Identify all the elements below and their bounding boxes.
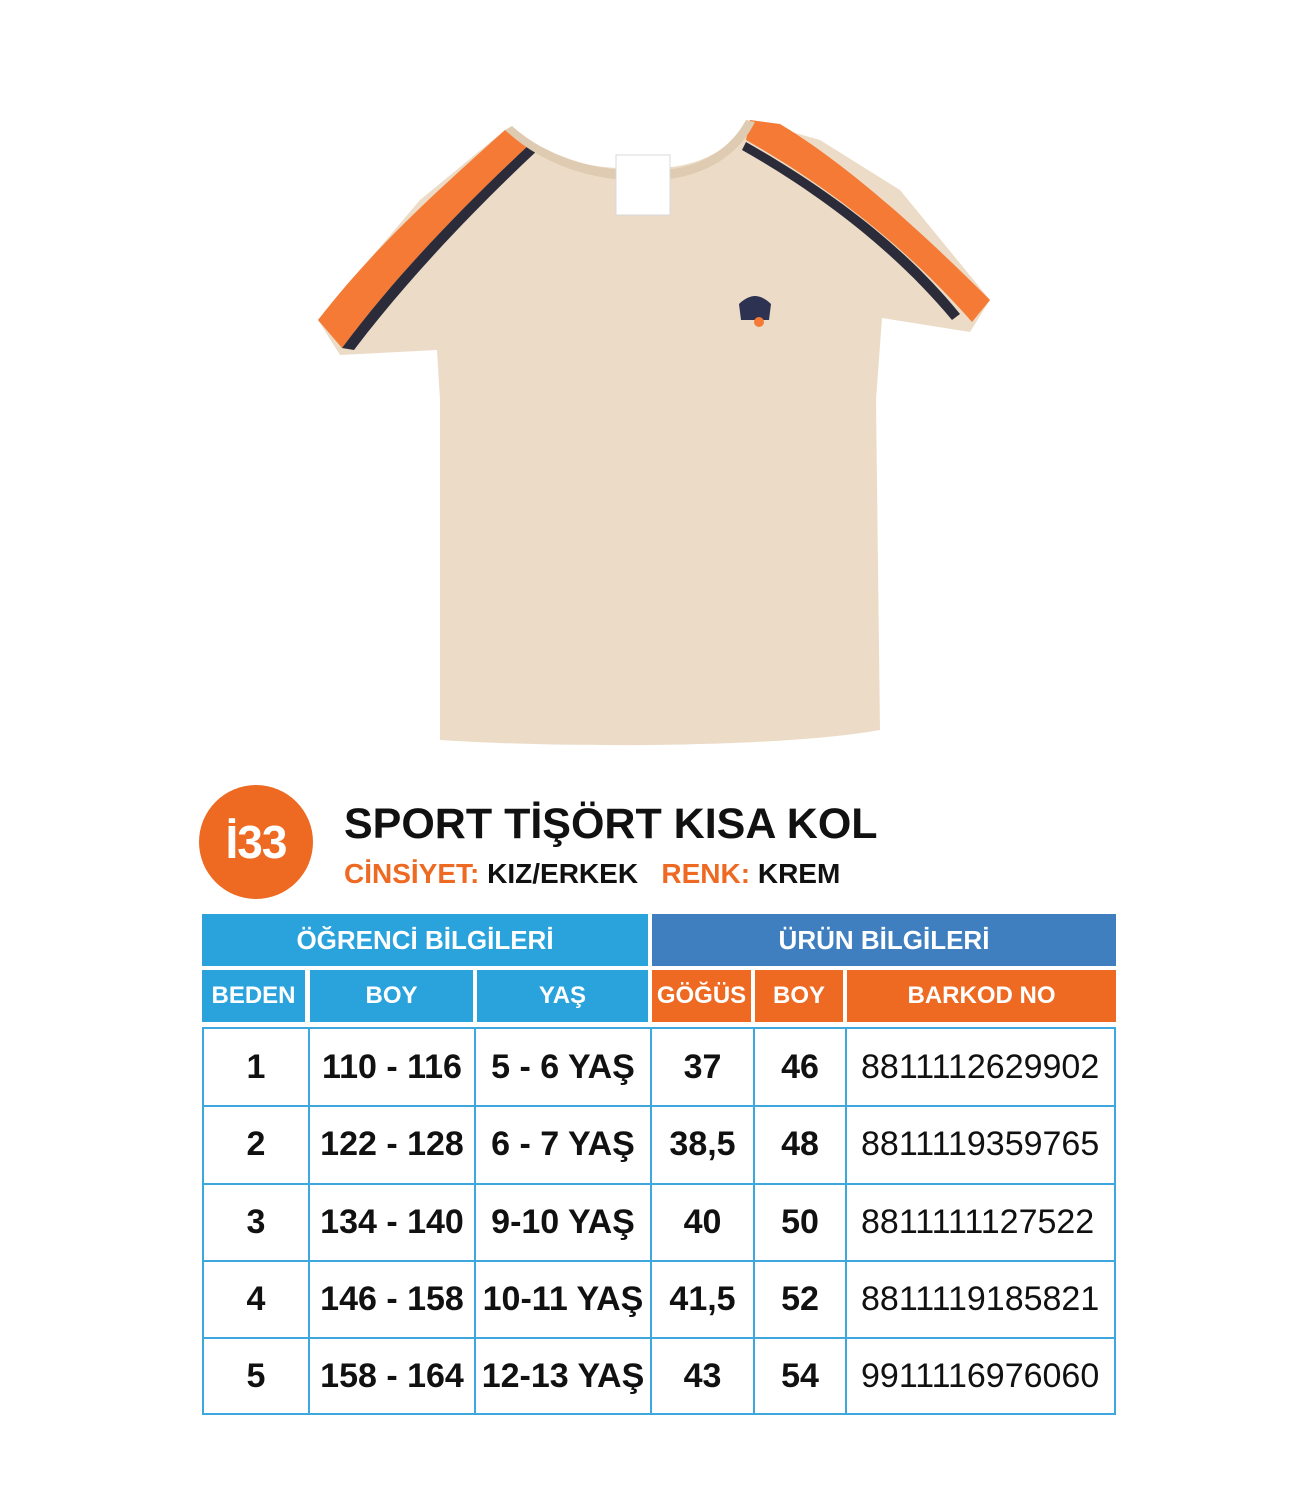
chest-cell: 43	[683, 1357, 722, 1395]
length-cell: 48	[781, 1125, 819, 1163]
product-image	[300, 100, 1020, 760]
table-row	[204, 1106, 1114, 1183]
gender-value: KIZ/ERKEK	[487, 858, 639, 889]
column-header: BARKOD NO	[847, 970, 1116, 1022]
product-meta	[344, 858, 840, 890]
age-cell: 9-10 YAŞ	[491, 1203, 635, 1241]
age-cell: 6 - 7 YAŞ	[491, 1125, 635, 1163]
chest-cell: 37	[683, 1048, 722, 1086]
group-product-header: ÜRÜN BİLGİLERİ	[652, 914, 1116, 966]
height-cell: 122 - 128	[320, 1125, 464, 1163]
length-cell: 50	[781, 1203, 819, 1241]
height-cell: 146 - 158	[320, 1280, 464, 1318]
barcode-cell: 8811119359765	[861, 1125, 1100, 1163]
gender-label: CİNSİYET:	[344, 858, 480, 889]
barcode-cell: 8811111127522	[861, 1203, 1095, 1241]
chest-cell: 40	[683, 1203, 722, 1241]
table-row	[204, 1029, 1114, 1106]
column-header: BOY	[310, 970, 473, 1022]
size-cell: 1	[246, 1048, 266, 1086]
barcode-cell: 8811112629902	[861, 1048, 1100, 1086]
table-body	[202, 1027, 1116, 1415]
age-cell: 12-13 YAŞ	[481, 1357, 645, 1395]
table-row	[204, 1261, 1114, 1338]
group-student-header: ÖĞRENCİ BİLGİLERİ	[202, 914, 648, 966]
table-row	[204, 1184, 1114, 1261]
size-cell: 2	[246, 1125, 266, 1163]
table-row	[204, 1338, 1114, 1415]
color-label: RENK:	[661, 858, 751, 889]
length-cell: 46	[781, 1048, 819, 1086]
size-cell: 3	[246, 1203, 266, 1241]
barcode-cell: 9911116976060	[861, 1357, 1100, 1395]
length-cell: 54	[781, 1357, 819, 1395]
color-value: KREM	[757, 858, 841, 889]
column-header: BEDEN	[202, 970, 305, 1022]
product-title: SPORT TİŞÖRT KISA KOL	[344, 800, 878, 848]
chest-cell: 41,5	[669, 1280, 736, 1318]
length-cell: 52	[781, 1280, 819, 1318]
height-cell: 110 - 116	[322, 1048, 462, 1086]
column-header: GÖĞÜS	[652, 970, 751, 1022]
age-cell: 10-11 YAŞ	[482, 1280, 644, 1318]
product-code-badge: İ33	[199, 785, 313, 899]
column-header: YAŞ	[477, 970, 648, 1022]
size-cell: 5	[246, 1357, 266, 1395]
height-cell: 134 - 140	[320, 1203, 464, 1241]
size-cell: 4	[246, 1280, 266, 1318]
chest-cell: 38,5	[669, 1125, 736, 1163]
barcode-cell: 8811119185821	[861, 1280, 1100, 1318]
age-cell: 5 - 6 YAŞ	[491, 1048, 635, 1086]
column-header: BOY	[755, 970, 843, 1022]
height-cell: 158 - 164	[320, 1357, 464, 1395]
